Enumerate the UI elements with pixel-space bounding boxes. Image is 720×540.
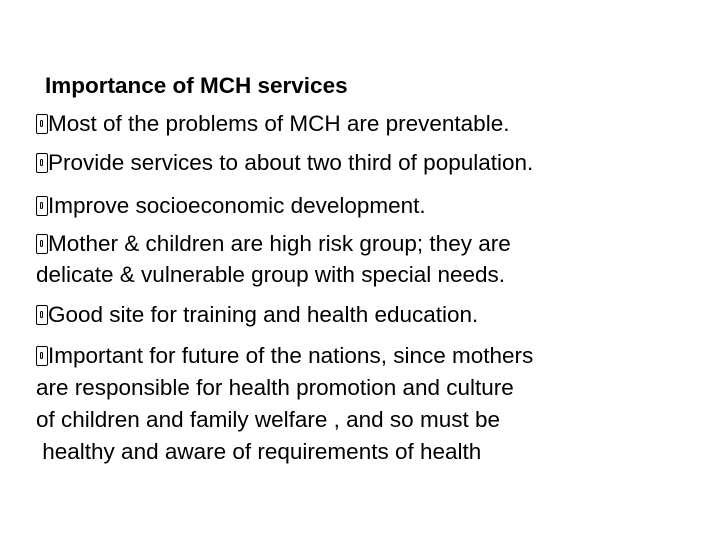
- bullet-text: Mother & children are high risk group; they are: [48, 231, 511, 256]
- bullet-text: Provide services to about two third of population.: [48, 150, 534, 175]
- missing-glyph-box-icon: [36, 114, 48, 134]
- bullet-text: Improve socioeconomic development.: [48, 193, 426, 218]
- bullet-text: Good site for training and health education.: [48, 302, 479, 327]
- bullet-text: Most of the problems of MCH are preventable.: [48, 111, 510, 136]
- missing-glyph-box-icon: [36, 196, 48, 216]
- bullet-item-3: [36, 190, 426, 222]
- missing-glyph-box-icon: [36, 346, 48, 366]
- bullet-item-5: [36, 299, 478, 331]
- bullet-item-6-continuation-3: healthy and aware of requirements of health: [36, 439, 482, 464]
- bullet-item-4-continuation: delicate & vulnerable group with special needs.: [36, 262, 506, 287]
- missing-glyph-box-icon: [36, 305, 48, 325]
- slide-title: Importance of MCH services: [45, 73, 348, 98]
- bullet-item-6-continuation-2: of children and family welfare , and so must be: [36, 407, 500, 432]
- bullet-item-6-continuation-1: are responsible for health promotion and culture: [36, 375, 514, 400]
- bullet-item-1: [36, 108, 509, 140]
- bullet-text: Important for future of the nations, since mothers: [48, 343, 534, 368]
- missing-glyph-box-icon: [36, 153, 48, 173]
- bullet-item-2: [36, 147, 533, 179]
- missing-glyph-box-icon: [36, 234, 48, 254]
- bullet-item-4: [36, 228, 511, 260]
- bullet-item-6: [36, 340, 533, 372]
